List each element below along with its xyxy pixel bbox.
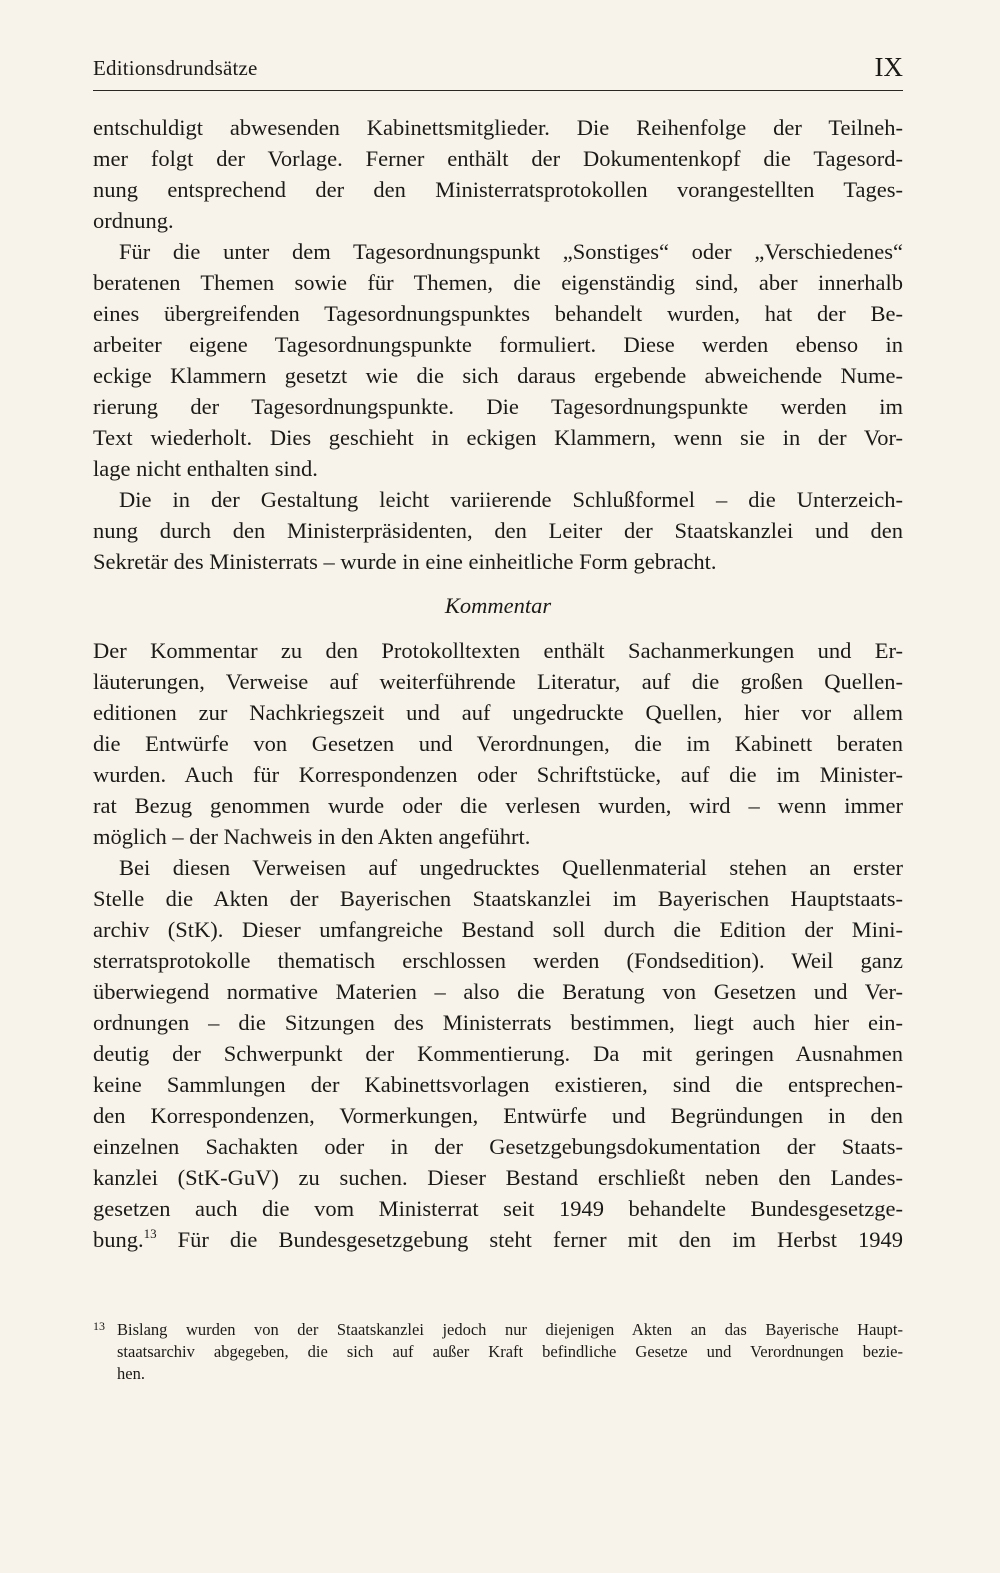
- running-title: Editionsdrundsätze: [93, 56, 258, 80]
- text-line: archiv (StK). Dieser umfangreiche Bestand soll durch die Edition der Mini-: [93, 917, 903, 942]
- text-line: Text wiederholt. Dies geschieht in eckigen Klammern, wenn sie in der Vor-: [93, 425, 903, 450]
- footnote: [93, 1319, 903, 1385]
- text-line: rat Bezug genommen wurde oder die verlesen wurden, wird – wenn immer: [93, 793, 903, 818]
- text-line: mer folgt der Vorlage. Ferner enthält der Dokumentenkopf die Tagesord-: [93, 146, 903, 171]
- text-line: nung durch den Ministerpräsidenten, den Leiter der Staatskanzlei und den: [93, 518, 903, 543]
- text-line: ordnung.: [93, 208, 174, 233]
- text-line: rierung der Tagesordnungspunkte. Die Tagesordnungspunkte werden im: [93, 394, 903, 419]
- text-line: Der Kommentar zu den Protokolltexten enthält Sachanmerkungen und Er-: [93, 638, 903, 663]
- text-line: deutig der Schwerpunkt der Kommentierung. Da mit geringen Ausnahmen: [93, 1041, 903, 1066]
- text-line: sterratsprotokolle thematisch erschlossen werden (Fondsedition). Weil ganz: [93, 948, 903, 973]
- footnote-marker: 13: [93, 1319, 105, 1333]
- text-line: keine Sammlungen der Kabinettsvorlagen existieren, sind die entsprechen-: [93, 1072, 903, 1097]
- text-line: entschuldigt abwesenden Kabinettsmitglieder. Die Reihenfolge der Teilneh-: [93, 115, 903, 140]
- text-line-with-footnote-ref: [93, 1224, 903, 1255]
- body-text: [93, 112, 903, 1255]
- footnote-line: staatsarchiv abgegeben, die sich auf außer Kraft befindliche Gesetze und Verordnungen bezie-: [117, 1342, 903, 1361]
- text-line: gesetzen auch die vom Ministerrat seit 1949 behandelte Bundesgesetzge-: [93, 1196, 903, 1221]
- text-line: möglich – der Nachweis in den Akten angeführt.: [93, 824, 531, 849]
- line-text-before: bung.: [93, 1227, 144, 1252]
- text-line: editionen zur Nachkriegszeit und auf ungedruckte Quellen, hier vor allem: [93, 700, 903, 725]
- text-line: lage nicht enthalten sind.: [93, 456, 318, 481]
- text-line: überwiegend normative Materien – also die Beratung von Gesetzen und Ver-: [93, 979, 903, 1004]
- text-line: den Korrespondenzen, Vormerkungen, Entwürfe und Begründungen in den: [93, 1103, 903, 1128]
- footnote-text: Bislang wurden von der Staatskanzlei jedoch nur diejenigen Akten an das Bayerische Haupt-: [117, 1320, 903, 1339]
- section-heading: Kommentar: [444, 593, 552, 618]
- text-line: Die in der Gestaltung leicht variierende Schlußformel – die Unterzeich-: [119, 487, 903, 512]
- text-line: eines übergreifenden Tagesordnungspunktes behandelt wurden, hat der Be-: [93, 301, 903, 326]
- text-line: läuterungen, Verweise auf weiterführende Literatur, auf die großen Quellen-: [93, 669, 903, 694]
- text-line: arbeiter eigene Tagesordnungspunkte formuliert. Diese werden ebenso in: [93, 332, 903, 357]
- page-number: IX: [874, 52, 903, 82]
- text-line: die Entwürfe von Gesetzen und Verordnungen, die im Kabinett beraten: [93, 731, 903, 756]
- text-line: ordnungen – die Sitzungen des Ministerrats bestimmen, liegt auch hier ein-: [93, 1010, 903, 1035]
- running-head: [93, 50, 903, 91]
- footnote-reference[interactable]: 13: [143, 1226, 157, 1241]
- text-line: einzelnen Sachakten oder in der Gesetzgebungsdokumentation der Staats-: [93, 1134, 903, 1159]
- text-line: Für die unter dem Tagesordnungspunkt „Sonstiges“ oder „Verschiedenes“: [119, 239, 903, 264]
- text-line: kanzlei (StK-GuV) zu suchen. Dieser Bestand erschließt neben den Landes-: [93, 1165, 903, 1190]
- footnote-line: [93, 1319, 903, 1341]
- footnote-line: hen.: [117, 1364, 145, 1383]
- text-line: wurden. Auch für Korrespondenzen oder Schriftstücke, auf die im Minister-: [93, 762, 903, 787]
- text-line: nung entsprechend der den Ministerratsprotokollen vorangestellten Tages-: [93, 177, 903, 202]
- text-line: Sekretär des Ministerrats – wurde in eine einheitliche Form gebracht.: [93, 549, 717, 574]
- text-line: Stelle die Akten der Bayerischen Staatskanzlei im Bayerischen Hauptstaats-: [93, 886, 903, 911]
- text-line: beratenen Themen sowie für Themen, die eigenständig sind, aber innerhalb: [93, 270, 903, 295]
- text-line: Bei diesen Verweisen auf ungedrucktes Quellenmaterial stehen an erster: [119, 855, 903, 880]
- text-line: eckige Klammern gesetzt wie die sich daraus ergebende abweichende Nume-: [93, 363, 903, 388]
- line-text-after: Für die Bundesgesetzgebung steht ferner mit den im Herbst 1949: [156, 1227, 903, 1252]
